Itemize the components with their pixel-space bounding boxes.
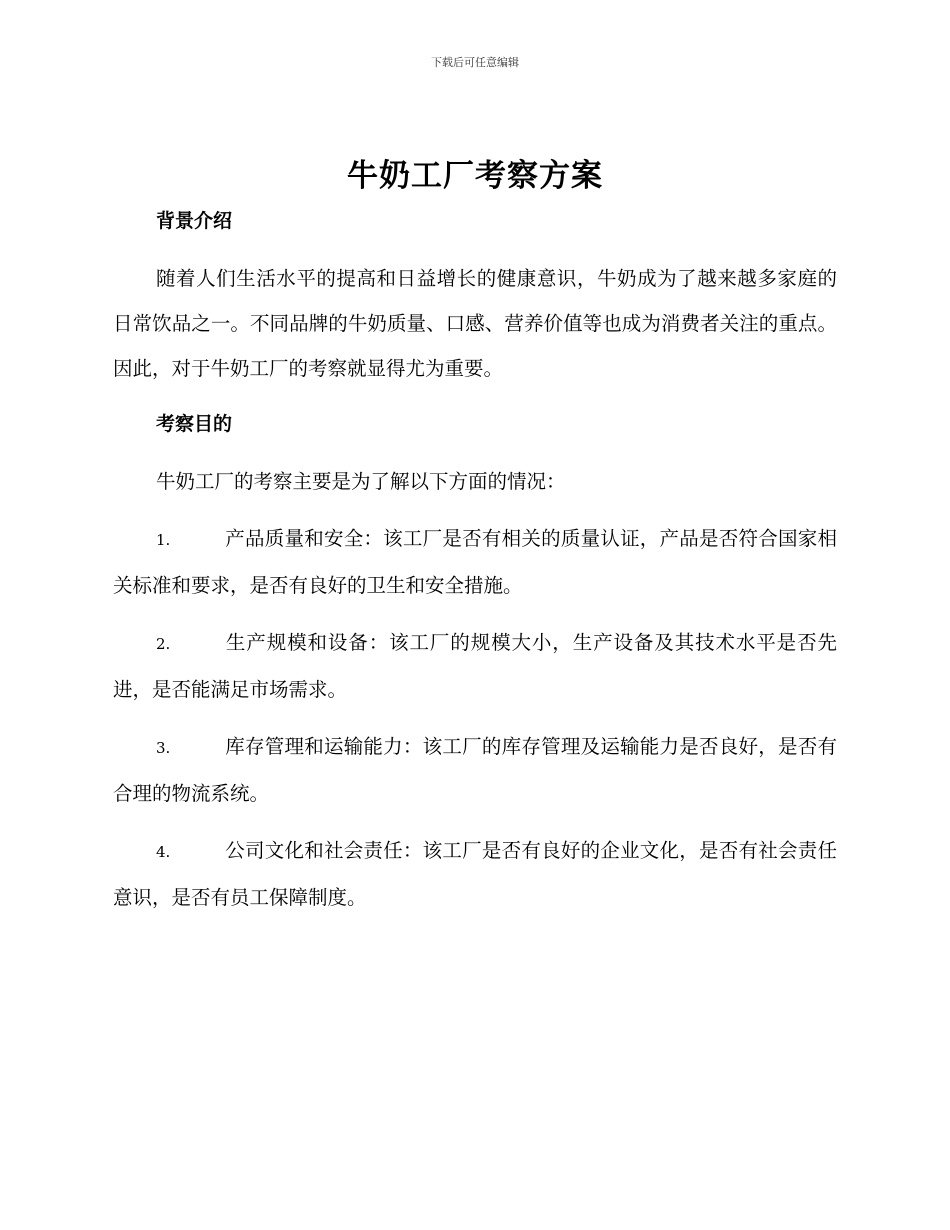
page-title: 牛奶工厂考察方案 — [347, 158, 603, 194]
section-heading-background: 背景介绍 — [156, 210, 233, 232]
list-item-text: 库存管理和运输能力：该工厂的库存管理及运输能力是否良好，是否有合理的物流系统。 — [113, 735, 837, 805]
list-number: 2. — [156, 635, 171, 653]
list-item-text: 公司文化和社会责任：该工厂是否有良好的企业文化，是否有社会责任意识，是否有员工保障制度。 — [113, 839, 837, 909]
list-number: 4. — [156, 843, 171, 861]
background-paragraph: 随着人们生活水平的提高和日益增长的健康意识，牛奶成为了越来越多家庭的日常饮品之一。不同品牌的牛奶质量、口感、营养价值等也成为消费者关注的重点。因此，对于牛奶工厂的考察就显得尤为重要。 — [113, 267, 837, 380]
list-number: 1. — [156, 531, 171, 549]
list-item — [113, 516, 837, 608]
list-item-text: 产品质量和安全：该工厂是否有相关的质量认证，产品是否符合国家相关标准和要求，是否有良好的卫生和安全措施。 — [113, 527, 837, 597]
list-item — [113, 620, 837, 712]
document-body — [113, 200, 837, 920]
header-note: 下载后可任意编辑 — [431, 56, 519, 69]
list-item — [113, 828, 837, 920]
section-heading-purpose: 考察目的 — [156, 413, 233, 435]
list-number: 3. — [156, 739, 171, 757]
purpose-intro: 牛奶工厂的考察主要是为了解以下方面的情况： — [156, 470, 566, 493]
list-item-text: 生产规模和设备：该工厂的规模大小，生产设备及其技术水平是否先进，是否能满足市场需求。 — [113, 631, 837, 701]
list-item — [113, 724, 837, 816]
